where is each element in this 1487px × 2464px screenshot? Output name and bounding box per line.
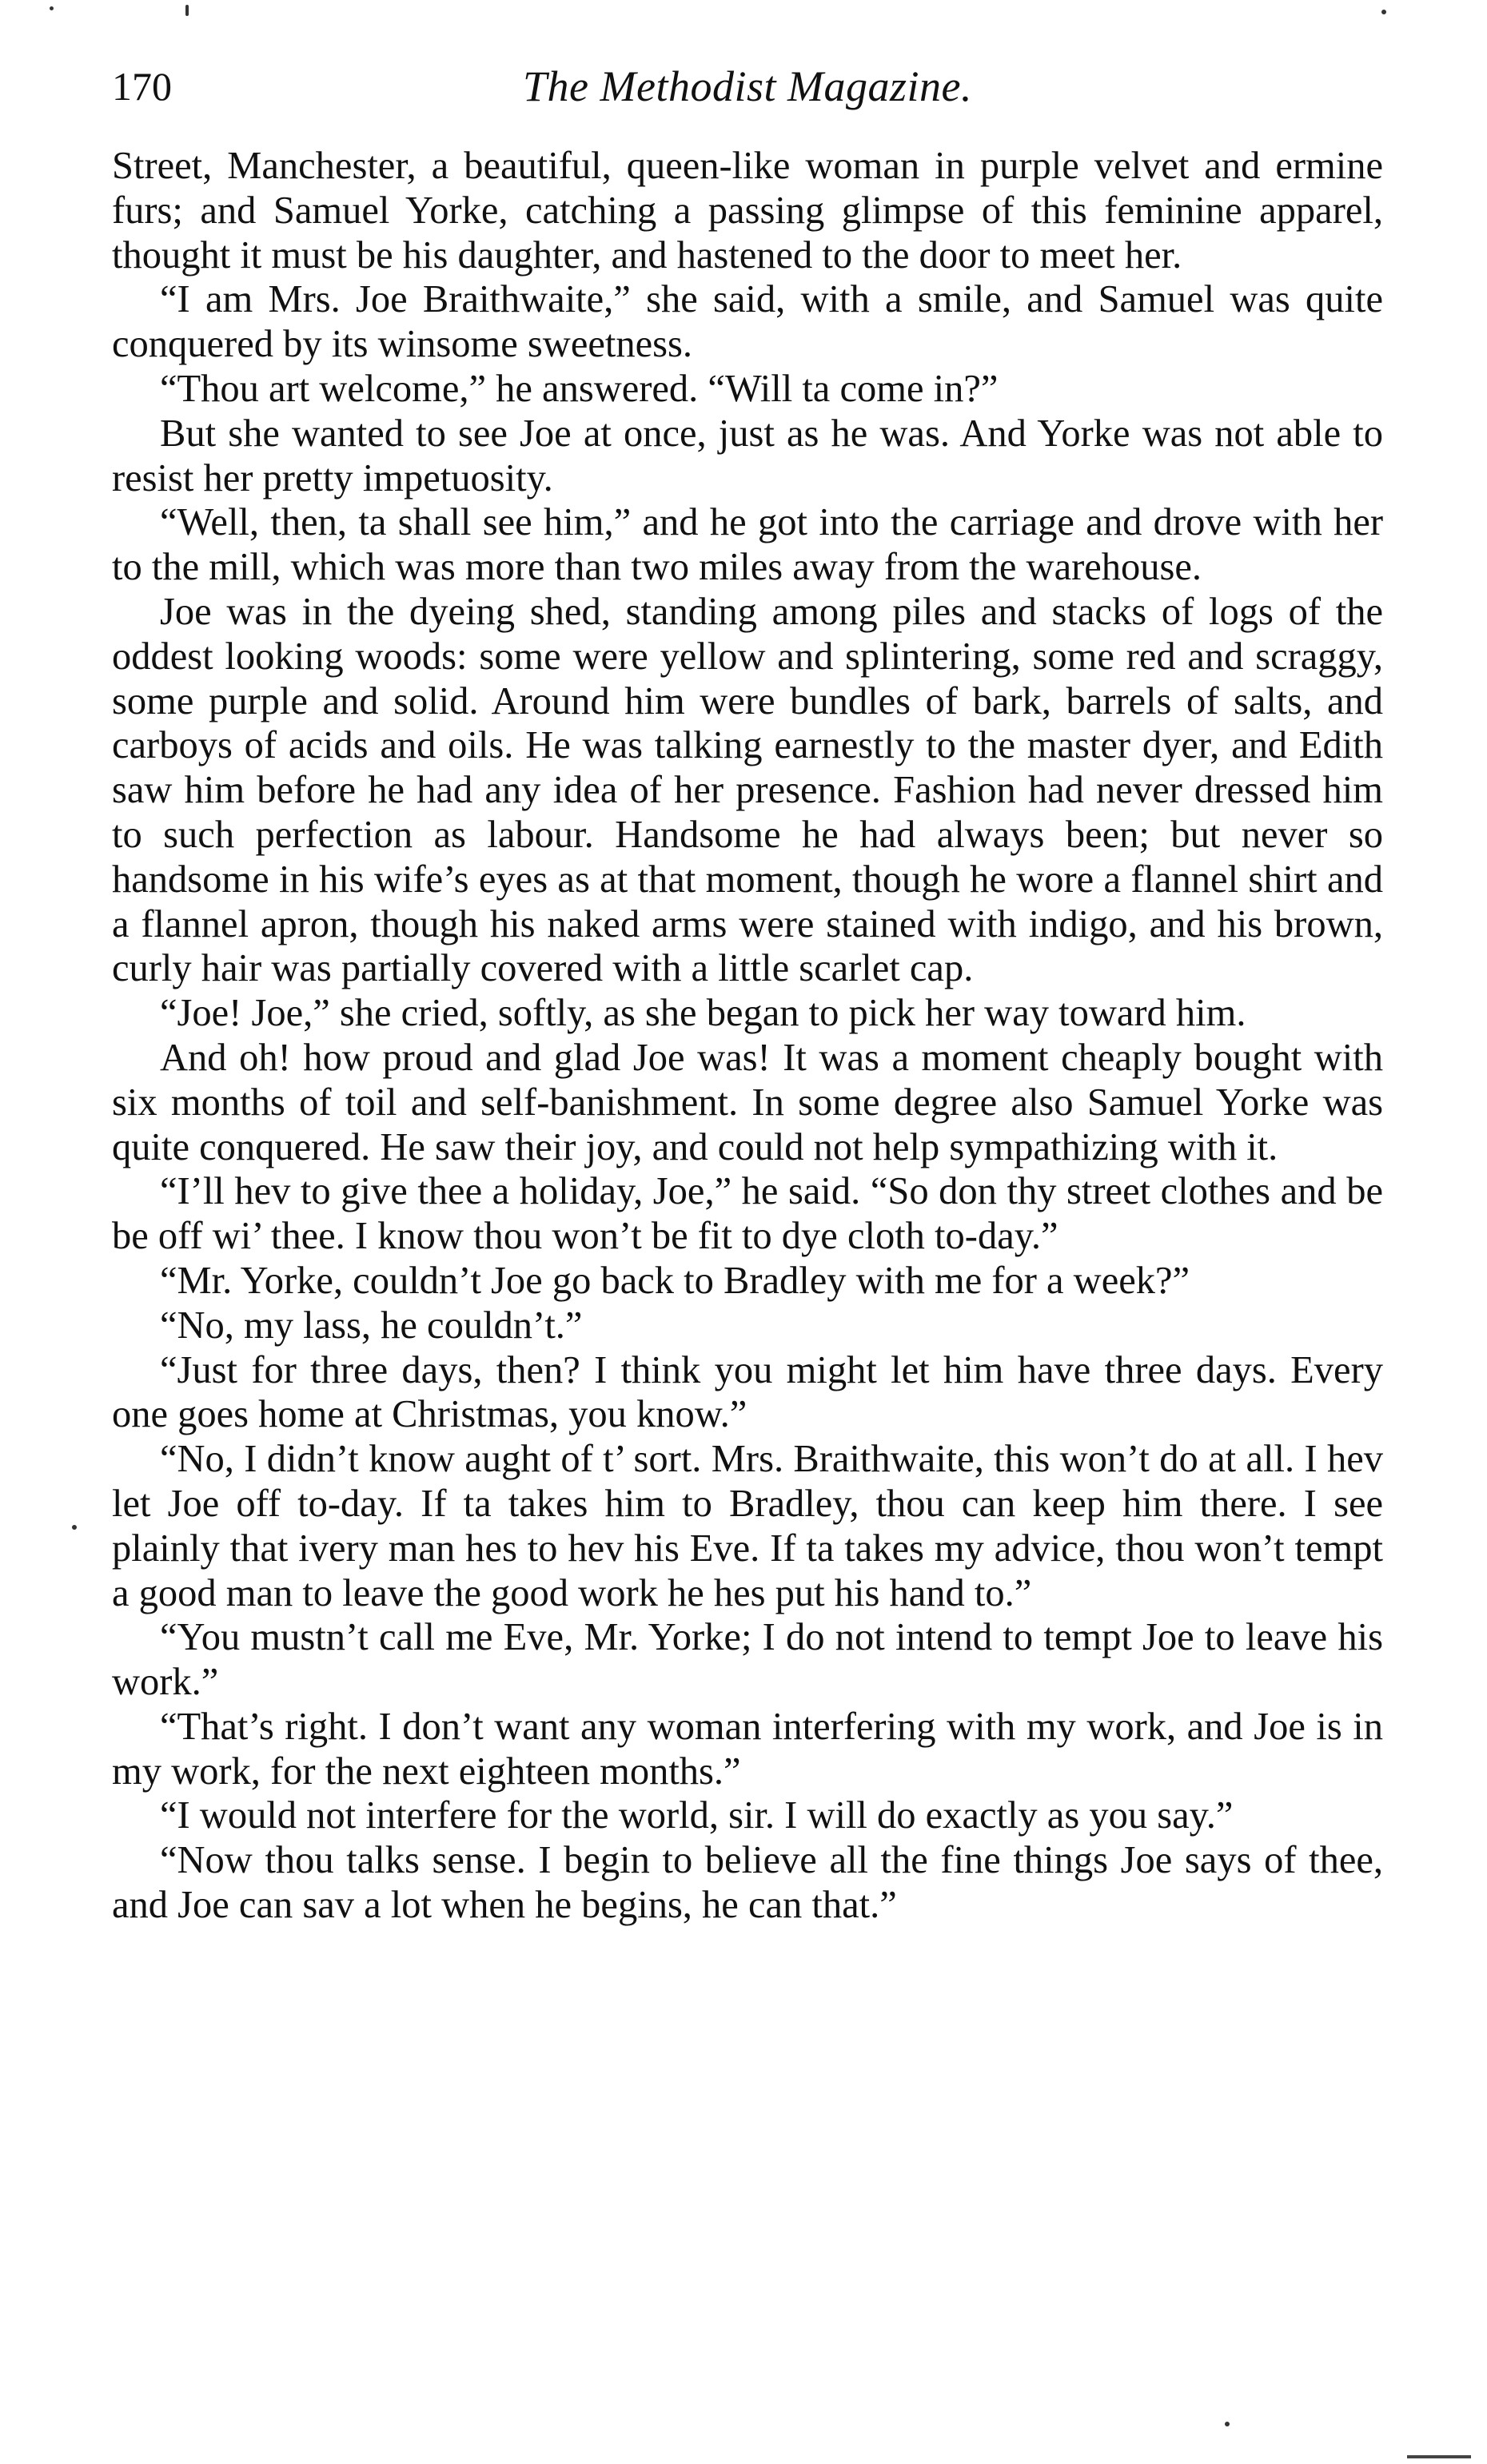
paragraph-8: And oh! how proud and glad Joe was! It was a moment cheaply bought with six months of toil and self-banishment. In some degree also Samuel Yorke was quite conquered. He saw their joy, and could not help sympathizing with it. [112, 1036, 1383, 1168]
paragraph-6: Joe was in the dyeing shed, standing among piles and stacks of logs of the oddest looking woods: some were yellow and splintering, some red and scraggy, some purple and solid. Around him were bundles of bark, barrels of salts, and carboys of acids and oils. He was talking earnestly to the master dyer, and Edith saw him before he had any idea of her presence. Fashion had never dressed him to such perfection as labour. Handsome he had always been; but never so handsome in his wife’s eyes as at that moment, though he wore a flannel shirt and a flannel apron, though his naked arms were stained with indigo, and his brown, curly hair was partially covered with a little scarlet cap. [112, 590, 1383, 990]
paragraph-1: Street, Manchester, a beautiful, queen-like woman in purple velvet and ermine furs; and Samuel Yorke, catching a passing glimpse of this feminine apparel, thought it must be his daughter, and hastened to the door to meet her. [112, 145, 1383, 277]
paragraph-3: “Thou art welcome,” he answered. “Will ta come in?” [160, 367, 999, 410]
paragraph-16: “I would not interfere for the world, sir. I will do exactly as you say.” [160, 1794, 1234, 1837]
paragraph-15: “That’s right. I don’t want any woman interfering with my work, and Joe is in my work, for the next eighteen months.” [112, 1705, 1383, 1793]
paragraph-12: “Just for three days, then? I think you might let him have three days. Every one goes home at Christmas, you know.” [112, 1348, 1383, 1436]
scan-rule-mark [1407, 2455, 1471, 2458]
paragraph-9: “I’ll hev to give thee a holiday, Joe,” he said. “So don thy street clothes and be be off wi’ thee. I know thou won’t be fit to dye cloth to-day.” [112, 1170, 1383, 1258]
scan-speck [185, 5, 189, 16]
scan-speck [1225, 2422, 1230, 2426]
paragraph-10: “Mr. Yorke, couldn’t Joe go back to Bradley with me for a week?” [160, 1259, 1190, 1302]
paragraph-14: “You mustn’t call me Eve, Mr. Yorke; I do not intend to tempt Joe to leave his work.” [112, 1616, 1383, 1704]
scan-speck [72, 1525, 77, 1530]
scan-speck [1381, 10, 1386, 14]
journal-title: The Methodist Magazine. [523, 62, 972, 110]
page-number: 170 [112, 64, 172, 109]
paragraph-13: “No, I didn’t know aught of t’ sort. Mrs. Braithwaite, this won’t do at all. I hev let Joe off to-day. If ta takes him to Bradley, thou can keep him there. I see plainly that ivery man hes to hev his Eve. If ta takes my advice, thou won’t tempt a good man to leave the good work he hes put his hand to.” [112, 1438, 1383, 1614]
paragraph-11: “No, my lass, he couldn’t.” [160, 1304, 583, 1347]
paragraph-4: But she wanted to see Joe at once, just as he was. And Yorke was not able to resist her pretty impetuosity. [112, 412, 1383, 500]
paragraph-7: “Joe! Joe,” she cried, softly, as she began to pick her way toward him. [160, 992, 1246, 1035]
paragraph-2: “I am Mrs. Joe Braithwaite,” she said, with a smile, and Samuel was quite conquered by its winsome sweetness. [112, 278, 1383, 366]
scan-speck [50, 6, 54, 10]
paragraph-5: “Well, then, ta shall see him,” and he got into the carriage and drove with her to the mill, which was more than two miles away from the warehouse. [112, 501, 1383, 589]
running-head [112, 46, 1383, 118]
paragraph-17: “Now thou talks sense. I begin to believe all the fine things Joe says of thee, and Joe can sav a lot when he begins, he can that.” [112, 1839, 1383, 1927]
body-text [112, 144, 1383, 1928]
